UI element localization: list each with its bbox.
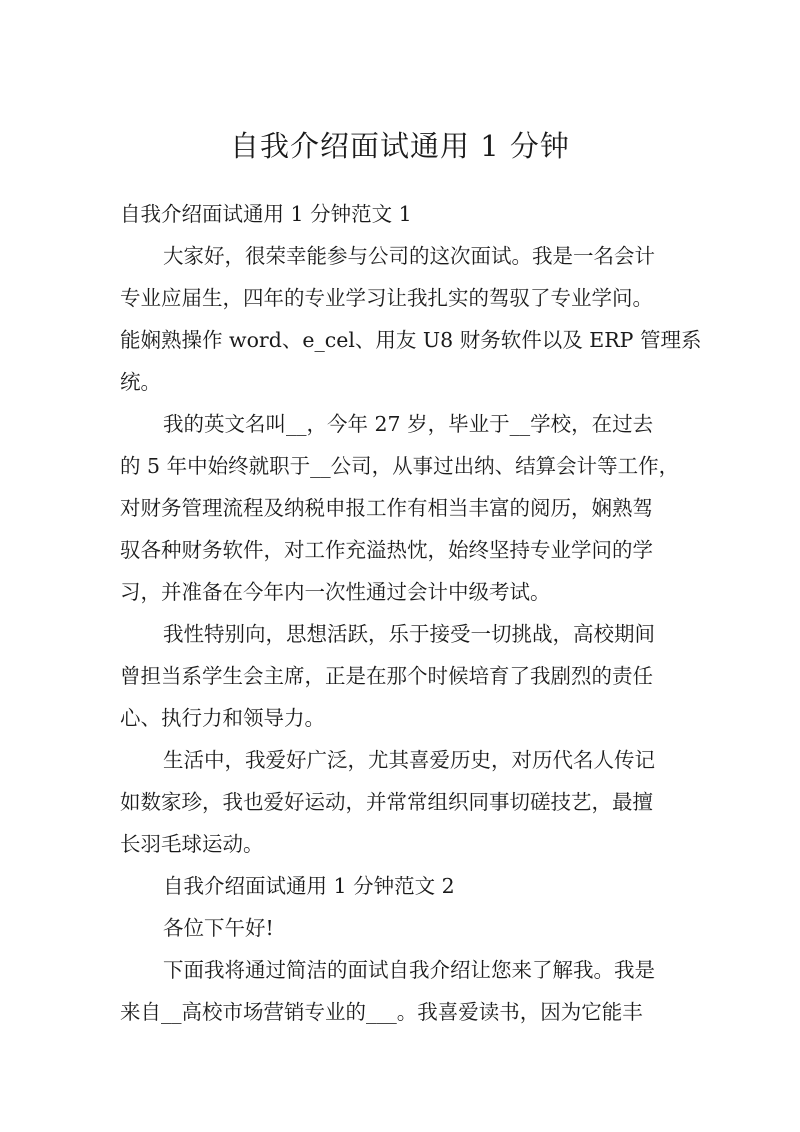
paragraph-line: 习，并准备在今年内一次性通过会计中级考试。 — [120, 580, 551, 604]
greeting-line: 各位下午好! — [163, 916, 274, 940]
paragraph-line: 驭各种财务软件，对工作充溢热忱，始终坚持专业学问的学 — [120, 538, 653, 562]
paragraph-line: 来自__高校市场营销专业的___。我喜爱读书，因为它能丰 — [120, 1000, 643, 1024]
paragraph-line: 心、执行力和领导力。 — [120, 706, 325, 730]
paragraph-line: 统。 — [120, 370, 161, 394]
paragraph-line: 如数家珍，我也爱好运动，并常常组织同事切磋技艺，最擅 — [120, 790, 653, 814]
paragraph-line: 能娴熟操作 word、e_cel、用友 U8 财务软件以及 ERP 管理系 — [120, 328, 702, 352]
section-heading-2: 自我介绍面试通用 1 分钟范文 2 — [163, 874, 455, 898]
paragraph-line: 我的英文名叫__，今年 27 岁，毕业于__学校，在过去 — [163, 412, 654, 436]
paragraph-line: 专业应届生，四年的专业学习让我扎实的驾驭了专业学问。 — [120, 286, 653, 310]
paragraph-line: 的 5 年中始终就职于__公司，从事过出纳、结算会计等工作， — [120, 454, 680, 478]
paragraph-line: 曾担当系学生会主席，正是在那个时候培育了我剧烈的责任 — [120, 664, 653, 688]
paragraph-line: 长羽毛球运动。 — [120, 832, 264, 856]
paragraph-line: 大家好，很荣幸能参与公司的这次面试。我是一名会计 — [163, 244, 655, 268]
paragraph-line: 生活中，我爱好广泛，尤其喜爱历史，对历代名人传记 — [163, 748, 655, 772]
section-heading-1: 自我介绍面试通用 1 分钟范文 1 — [120, 202, 412, 226]
paragraph-line: 下面我将通过简洁的面试自我介绍让您来了解我。我是 — [163, 958, 655, 982]
paragraph-line: 对财务管理流程及纳税申报工作有相当丰富的阅历，娴熟驾 — [120, 496, 653, 520]
paragraph-line: 我性特别向，思想活跃，乐于接受一切挑战，高校期间 — [163, 622, 655, 646]
document-title: 自我介绍面试通用 1 分钟 — [230, 129, 570, 163]
